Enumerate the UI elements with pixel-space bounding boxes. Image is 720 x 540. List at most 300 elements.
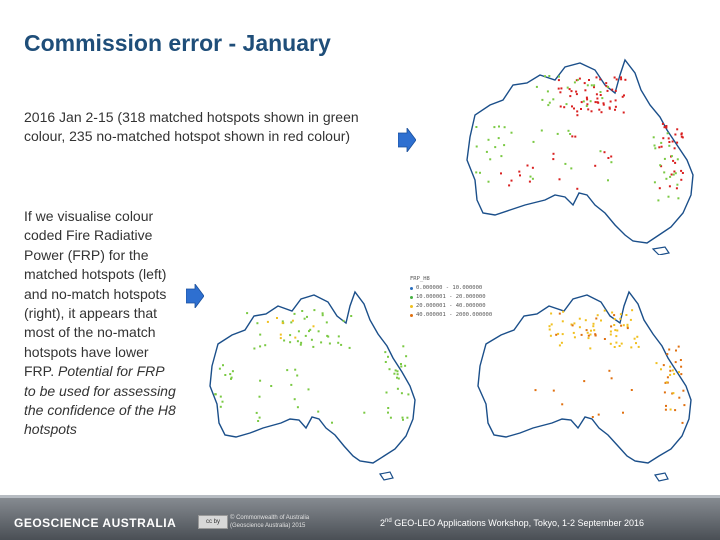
hotspot-dot [548,75,550,77]
cc-license-badge: cc by [198,515,228,529]
hotspot-dot [563,106,565,108]
frp-dot [340,344,342,346]
frp-dot [283,340,285,342]
hotspot-dot [680,170,682,172]
australia-map-matched-frp [200,278,432,488]
hotspot-dot [607,86,609,88]
frp-dot [631,309,633,311]
frp-dot [600,320,602,322]
hotspot-dot [610,101,612,103]
hotspot-dot [654,145,656,147]
hotspot-dot [486,151,488,153]
hotspot-dot [680,179,682,181]
frp-dot [395,369,397,371]
hotspot-dot [654,147,656,149]
frp-dot [402,345,404,347]
frp-dot [549,329,551,331]
frp-dot [619,345,621,347]
frp-dot [610,343,612,345]
frp-dot [292,320,294,322]
frp-dot [604,338,606,340]
hotspot-dot [681,136,683,138]
frp-paragraph-text: If we visualise colour coded Fire Radiative Power (FRP) for the matched hotspots (left) and no-match hotspots (right), it appears that most of the no-match hotspots have lower FRP. [24,208,167,380]
frp-dot [300,342,302,344]
hotspot-dot [576,110,578,112]
hotspot-dot [519,174,521,176]
hotspot-dot [598,109,600,111]
frp-dot [220,406,222,408]
hotspot-dot [607,179,609,181]
hotspot-dot [581,101,583,103]
hotspot-dot [615,99,617,101]
hotspot-dot [610,156,612,158]
frp-dot [286,369,288,371]
frp-dot [614,329,616,331]
frp-dot [678,346,680,348]
hotspot-dot [549,102,551,104]
hotspot-dot [489,158,491,160]
frp-dot [562,333,564,335]
frp-dot [678,371,680,373]
footer-workshop [380,518,644,528]
frp-dot [551,323,553,325]
frp-dot [592,325,594,327]
hotspot-dot [587,108,589,110]
hotspot-dot [668,137,670,139]
frp-dot [574,336,576,338]
hotspot-dot [583,100,585,102]
frp-dot [586,329,588,331]
hotspot-dot [600,150,602,152]
frp-dot [627,327,629,329]
frp-dot [397,388,399,390]
hotspot-dot [609,108,611,110]
hotspot-dot [595,101,597,103]
frp-dot [608,370,610,372]
frp-dot [301,310,303,312]
frp-dot [635,342,637,344]
frp-dot [294,337,296,339]
hotspot-dot [653,136,655,138]
hotspot-dot [657,199,659,201]
frp-dot [615,335,617,337]
hotspot-dot [597,102,599,104]
frp-dot [222,401,224,403]
slide-title: Commission error - January [24,30,331,56]
frp-dot [337,342,339,344]
legend-label: 0.000000 - 10.000000 [416,285,483,291]
hotspot-dot [596,93,598,95]
frp-dot [259,396,261,398]
footer-divider [0,495,720,498]
frp-dot [257,420,259,422]
frp-dot [550,335,552,337]
hotspot-dot [508,184,510,186]
hotspot-dot [580,108,582,110]
hotspot-dot [676,184,678,186]
hotspot-dot [576,114,578,116]
hotspot-dot [671,155,673,157]
frp-dot [590,330,592,332]
frp-dot [320,341,322,343]
hotspot-dot [591,84,593,86]
hotspot-dot [568,130,570,132]
hotspot-dot [604,151,606,153]
hotspot-dot [530,176,532,178]
hotspot-dot [532,178,534,180]
hotspot-dot [560,106,562,108]
hotspot-dot [577,79,579,81]
legend-label: 20.000001 - 40.000000 [416,303,486,309]
frp-dot [559,313,561,315]
frp-dot [587,332,589,334]
frp-dot [290,384,292,386]
frp-dot [669,374,671,376]
frp-dot [561,342,563,344]
hotspot-dot [488,181,490,183]
footer-brand: GEOSCIENCE AUSTRALIA [14,516,177,530]
frp-dot [611,312,613,314]
frp-dot [363,412,365,414]
hotspot-dot [559,178,561,180]
frp-dot [579,326,581,328]
frp-dot [550,313,552,315]
hotspot-dot [668,145,670,147]
hotspot-dot [533,141,535,143]
frp-dot [259,334,261,336]
frp-dot [280,337,282,339]
hotspot-dot [503,144,505,146]
hotspot-dot [599,78,601,80]
frp-dot [387,356,389,358]
hotspot-dot [654,181,656,183]
hotspot-dot [665,178,667,180]
frp-dot [407,393,409,395]
frp-dot [219,368,221,370]
hotspot-dot [624,79,626,81]
frp-dot [393,373,395,375]
frp-dot [326,321,328,323]
frp-dot [401,392,403,394]
hotspot-dot [596,76,598,78]
frp-dot [621,343,623,345]
frp-dot [402,417,404,419]
hotspot-dot [564,163,566,165]
hotspot-dot [614,109,616,111]
frp-dot [619,318,621,320]
frp-dot [573,322,575,324]
hotspot-dot [559,91,561,93]
hotspot-dot [529,181,531,183]
frp-dot [610,331,612,333]
frp-dot [259,417,261,419]
frp-dot [259,345,261,347]
frp-dot [398,378,400,380]
hotspot-dot [567,87,569,89]
frp-dot [583,380,585,382]
hotspot-dot [569,95,571,97]
hotspot-dot [493,126,495,128]
hotspot-dot [661,146,663,148]
frp-dot [386,392,388,394]
frp-dot [594,333,596,335]
hotspot-dot [605,82,607,84]
frp-dot [390,417,392,419]
frp-dot [343,320,345,322]
description-paragraph: 2016 Jan 2-15 (318 matched hotspots shown in green colour, 235 no-matched hotspot shown in red colour) [24,109,359,144]
frp-dot [220,396,222,398]
frp-dot [592,416,594,418]
frp-dot [246,312,248,314]
frp-dot [297,406,299,408]
hotspot-dot [667,132,669,134]
hotspot-dot [584,82,586,84]
hotspot-dot [664,158,666,160]
frp-dot [296,375,298,377]
frp-dot [308,330,310,332]
hotspot-dot [664,126,666,128]
hotspot-dot [660,142,662,144]
frp-dot [670,409,672,411]
hotspot-dot [616,78,618,80]
frp-dot [664,391,666,393]
frp-dot [680,359,682,361]
legend-label: 10.000001 - 20.000000 [416,294,486,300]
frp-dot [572,324,574,326]
hotspot-dot [662,123,664,125]
frp-dot [669,366,671,368]
hotspot-dot [593,84,595,86]
hotspot-dot [662,137,664,139]
workshop-ordinal: 2 [380,518,386,528]
hotspot-dot [541,130,543,132]
hotspot-dot [663,171,665,173]
hotspot-dot [569,133,571,135]
frp-dot [289,341,291,343]
hotspot-dot [676,128,678,130]
hotspot-dot [475,171,477,173]
hotspot-dot [498,126,500,128]
frp-dot [331,422,333,424]
frp-dot [282,322,284,324]
right-arrow-icon [398,128,416,152]
hotspot-dot [571,105,573,107]
hotspot-dot [504,126,506,128]
frp-dot [396,377,398,379]
frp-dot [620,325,622,327]
legend-label: 40.000001 - 2000.000000 [416,312,493,318]
hotspot-dot [610,161,612,163]
hotspot-dot [590,100,592,102]
frp-dot [593,323,595,325]
frp-dot [232,370,234,372]
hotspot-dot [611,89,613,91]
frp-dot [224,374,226,376]
hotspot-dot [536,86,538,88]
frp-dot [668,349,670,351]
frp-dot [276,317,278,319]
frp-dot [562,320,564,322]
hotspot-dot [676,187,678,189]
frp-dot [631,389,633,391]
frp-dot [559,344,561,346]
hotspot-dot [680,133,682,135]
frp-dot [675,350,677,352]
frp-dot [306,316,308,318]
frp-dot [259,380,261,382]
frp-dot [322,314,324,316]
frp-dot [385,361,387,363]
frp-dot [665,405,667,407]
frp-dot [562,311,564,313]
hotspot-dot [601,97,603,99]
frp-dot [588,335,590,337]
australia-map-commission [455,45,713,255]
hotspot-dot [586,97,588,99]
hotspot-dot [552,158,554,160]
frp-dot [669,370,671,372]
frp-dot [663,364,665,366]
frp-dot [557,333,559,335]
frp-dot [656,362,658,364]
frp-dot [312,346,314,348]
frp-dot [298,330,300,332]
frp-dot [270,385,272,387]
hotspot-dot [560,87,562,89]
frp-dot [672,392,674,394]
frp-paragraph-italic: Potential for FRP to be used for assessing the confidence of the H8 hotspots [24,363,176,438]
hotspot-dot [552,98,554,100]
hotspot-dot [674,147,676,149]
hotspot-dot [668,141,670,143]
frp-dot [406,417,408,419]
frp-dot [615,342,617,344]
hotspot-dot [573,108,575,110]
hotspot-dot [594,165,596,167]
frp-dot [625,314,627,316]
hotspot-dot [586,98,588,100]
frp-dot [672,369,674,371]
hotspot-dot [511,132,513,134]
frp-dot [588,337,590,339]
hotspot-dot [596,98,598,100]
frp-dot [581,334,583,336]
frp-dot [280,334,282,336]
hotspot-dot [623,112,625,114]
frp-dot [623,324,625,326]
frp-dot [666,353,668,355]
hotspot-dot [672,141,674,143]
hotspot-dot [532,167,534,169]
hotspot-dot [620,78,622,80]
frp-dot [215,393,217,395]
frp-dot [231,377,233,379]
hotspot-dot [615,106,617,108]
frp-dot [389,368,391,370]
frp-dot [404,365,406,367]
frp-dot [614,318,616,320]
frp-dot [593,329,595,331]
australia-map-nomatch-frp [468,278,708,490]
frp-dot [561,403,563,405]
hotspot-dot [603,102,605,104]
hotspot-dot [494,146,496,148]
hotspot-dot [553,153,555,155]
frp-dot [402,419,404,421]
frp-dot [630,319,632,321]
frp-dot [387,412,389,414]
frp-dot [397,370,399,372]
frp-dot [553,390,555,392]
frp-dot [300,344,302,346]
hotspot-dot [674,134,676,136]
frp-dot [573,332,575,334]
hotspot-dot [558,76,560,78]
frp-dot [638,346,640,348]
frp-dot [579,318,581,320]
hotspot-dot [614,77,616,79]
workshop-ordinal-suffix: nd [385,518,392,524]
hotspot-dot [668,196,670,198]
hotspot-dot [675,172,677,174]
frp-dot [675,361,677,363]
hotspot-dot [677,197,679,199]
hotspot-dot [576,93,578,95]
hotspot-dot [620,76,622,78]
frp-dot [682,422,684,424]
frp-dot [297,340,299,342]
hotspot-dot [600,94,602,96]
hotspot-dot [500,172,502,174]
frp-paragraph [24,207,176,440]
footer-copyright: © Commonwealth of Australia (Geoscience Australia) 2015 [230,515,310,529]
hotspot-dot [574,81,576,83]
frp-dot [313,309,315,311]
hotspot-dot [518,171,520,173]
hotspot-dot [566,103,568,105]
hotspot-dot [591,110,593,112]
frp-dot [294,398,296,400]
frp-dot [610,325,612,327]
frp-dot [387,407,389,409]
frp-dot [317,411,319,413]
hotspot-dot [587,84,589,86]
frp-dot [305,335,307,337]
frp-dot [549,325,551,327]
frp-dot [673,373,675,375]
hotspot-dot [669,176,671,178]
frp-dot [384,351,386,353]
hotspot-dot [676,142,678,144]
hotspot-dot [682,172,684,174]
frp-dot [678,397,680,399]
frp-dot [610,334,612,336]
frp-dot [620,313,622,315]
frp-dot [555,334,557,336]
frp-dot [256,322,258,324]
frp-dot [627,324,629,326]
frp-dot [674,409,676,411]
hotspot-dot [677,158,679,160]
hotspot-dot [476,146,478,148]
frp-dot [253,348,255,350]
frp-dot [585,319,587,321]
frp-dot [614,346,616,348]
hotspot-dot [558,79,560,81]
frp-dot [611,377,613,379]
frp-dot [222,364,224,366]
frp-dot [264,344,266,346]
